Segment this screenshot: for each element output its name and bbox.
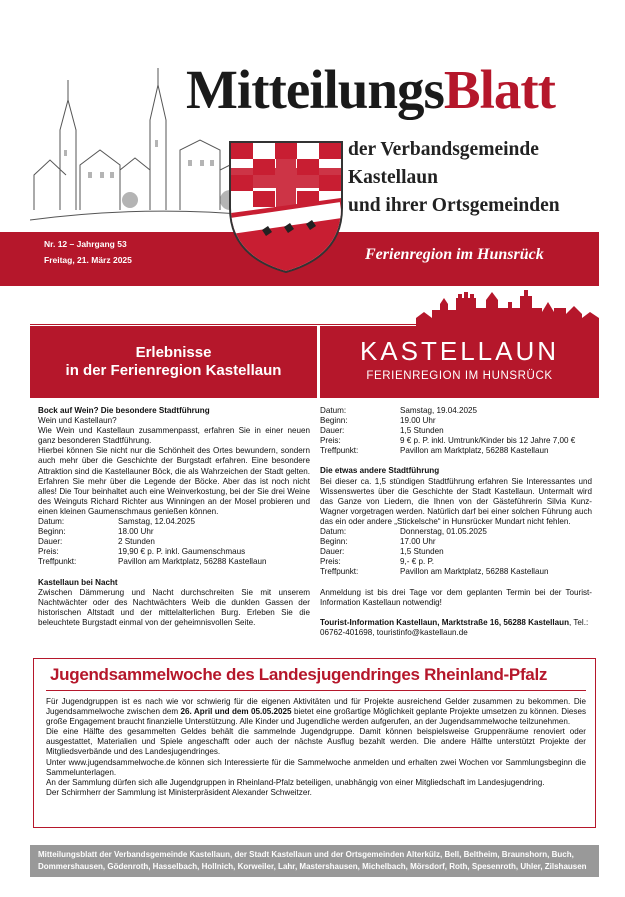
kastellaun-brand-banner bbox=[320, 326, 599, 398]
left-detail-row: Treffpunkt: Pavillon am Marktplatz, 56288 Kastellaun bbox=[38, 557, 267, 567]
jugendsammelwoche-body bbox=[46, 697, 586, 798]
erlebnisse-line1: Erlebnisse bbox=[135, 344, 212, 361]
right-detail-row: Dauer: 1,5 Stunden bbox=[320, 426, 444, 436]
left-heading-nacht: Kastellaun bei Nacht bbox=[38, 577, 118, 587]
masthead-subtitle-line3: und ihrer Ortsgemeinden bbox=[348, 195, 560, 216]
kastellaun-brand-name: KASTELLAUN bbox=[359, 336, 560, 366]
jugend-paragraph: Die eine Hälfte des gesammelten Geldes behält die sammelnde Jugendgruppe. Damit können beispielsweise Gruppenräume renoviert oder ausgestattet, Materialien und Spiele angeschafft oder auch der nächste Ausflug bezahlt werden. Die andere Hälfte unterstützt Projekte der Mitgliedsverbände und des Landesjugendringes. bbox=[46, 727, 586, 757]
issue-date: Freitag, 21. März 2025 bbox=[44, 255, 132, 265]
right-text-2: Anmeldung ist bis drei Tage vor dem geplanten Termin bei der Tourist-Information Kastellaun notwendig! bbox=[320, 587, 592, 607]
masthead-title-part2: Blatt bbox=[443, 59, 555, 120]
masthead-title-part1: Mitteilungs bbox=[186, 59, 444, 120]
left-detail-row: Beginn: 18.00 Uhr bbox=[38, 527, 154, 537]
footer-publisher-info: Mitteilungsblatt der Verbandsgemeinde Kastellaun, der Stadt Kastellaun und der Ortsgemeinden Alterkülz, Bell, Beltheim, Braunshorn, Buch, Dommershausen, Gödenroth, Hasselbach, Hollnich, Korweiler, Lahr, Mastershausen, Michelbach, Mörsdorf, Roth, Spesenroth, Uhler, Zilshausen bbox=[30, 845, 599, 877]
right-heading-andere: Die etwas andere Stadtführung bbox=[320, 466, 440, 476]
contact-phone-email: , Tel.: 06762-401698, touristinfo@kastellaun.de bbox=[320, 617, 589, 637]
contact-address: Tourist-Information Kastellaun, Marktstraße 16, 56288 Kastellaun bbox=[320, 617, 570, 627]
left-article-column bbox=[38, 406, 310, 628]
erlebnisse-banner bbox=[30, 326, 317, 398]
masthead-subtitle-line2: Kastellaun bbox=[348, 167, 438, 188]
right-detail-row: Treffpunkt: Pavillon am Marktplatz, 56288 Kastellaun bbox=[320, 446, 549, 456]
jugendsammelwoche-divider bbox=[46, 690, 586, 691]
left-heading-wein: Bock auf Wein? Die besondere Stadtführung bbox=[38, 406, 210, 415]
left-text-3: Hierbei können Sie nicht nur die Schönheit des Ortes bewundern, sondern auch mehr über die Geschichte der Burgstadt erfahren. Eine besondere Attraktion sind die Kastellauner Böck, die als Wahrzeichen der Stadt gelten. Erfahren Sie mehr über die Legende der Böcke. Aber das ist noch nicht alles! Die Tour beinhaltet auch eine Weinverkostung, bei der Sie drei Weine des Weinguts Richard Richter aus Winningen an der Mosel probieren und einen kleinen Gaumenschmaus genießen können. bbox=[38, 446, 310, 516]
masthead-title bbox=[186, 59, 555, 120]
issue-number: Nr. 12 – Jahrgang 53 bbox=[44, 239, 127, 249]
right-article-column bbox=[320, 406, 592, 638]
section-divider bbox=[30, 324, 599, 325]
tagline: Ferienregion im Hunsrück bbox=[365, 246, 544, 263]
left-text-4: Zwischen Dämmerung und Nacht durchschreiten Sie mit unserem Nachtwächter oder des Nachtwächters Weib die dunklen Gassen der historischen Altstadt und der mittelalterlichen Burg. Erleben Sie die beleuchtete Burgstadt einmal von der geheimnisvollen Seite. bbox=[38, 587, 310, 627]
kastellaun-brand-tagline: FERIENREGION IM HUNSRÜCK bbox=[366, 370, 553, 382]
jugend-paragraph: Der Schirmherr der Sammlung ist Ministerpräsident Alexander Schweitzer. bbox=[46, 787, 312, 797]
right-detail-row: Beginn: 19.00 Uhr bbox=[320, 416, 436, 426]
right-detail-row: Treffpunkt: Pavillon am Marktplatz, 56288 Kastellaun bbox=[320, 567, 549, 577]
right-detail-row: Datum: Donnerstag, 01.05.2025 bbox=[320, 527, 487, 537]
left-detail-row: Datum: Samstag, 12.04.2025 bbox=[38, 517, 195, 527]
masthead-subtitle-line1: der Verbandsgemeinde bbox=[348, 139, 539, 160]
jugend-paragraph: Für Jugendgruppen ist es nach wie vor schwierig für die eigenen Aktivitäten und für Projekte ausreichend Gelder zusammen zu bekommen. Die Jugendsammelwoche zwischen dem 26. April und dem 05.05.2025 bietet eine großartige Möglichkeit geplante Projekte umsetzen zu können. Dieses große Engagement braucht finanzielle Unterstützung. Alle Kinder und Jugendliche werden aufgerufen, an der Jugendsammelwoche teilzunehmen. bbox=[46, 697, 587, 727]
jugendsammelwoche-title: Jugendsammelwoche des Landesjugendringes Rheinland-Pfalz bbox=[50, 665, 548, 684]
right-detail-row: Dauer: 1,5 Stunden bbox=[320, 547, 444, 557]
jugend-paragraph: Unter www.jugendsammelwoche.de können sich Interessierte für die Sammelwoche anmelden und erhalten zwei Wochen vor Sammlungsbeginn die Sammelunterlagen. bbox=[46, 757, 586, 777]
jugend-date-range: 26. April und dem 05.05.2025 bbox=[180, 707, 292, 717]
coat-of-arms-icon bbox=[226, 138, 346, 276]
right-detail-row: Preis: 9,- € p. P. bbox=[320, 557, 435, 567]
left-text-1: Wein und Kastellaun? bbox=[38, 416, 117, 426]
right-detail-row: Beginn: 17.00 Uhr bbox=[320, 537, 436, 547]
right-detail-row: Preis: 9 € p. P. inkl. Umtrunk/Kinder bis 12 Jahre 7,00 € bbox=[320, 436, 576, 446]
right-contact bbox=[320, 618, 592, 638]
left-detail-row: Dauer: 2 Stunden bbox=[38, 537, 155, 547]
right-detail-row: Datum: Samstag, 19.04.2025 bbox=[320, 406, 477, 415]
right-text-1: Bei dieser ca. 1,5 stündigen Stadtführung erfahren Sie Interessantes und Wissenswertes über die Geschichte der Stadt Kastellaun. Untermalt wird das Ganze von Liedern, die Ihnen von der Gästeführerin Silvia Kunz-Wagner vorgetragen werden. Natürlich darf bei einer solchen Führung auch das ein oder andere „Stickelsche“ in Hunsrücker Mundart nicht fehlen. bbox=[320, 476, 592, 526]
castle-skyline-icon bbox=[416, 288, 599, 326]
jugend-paragraph: An der Sammlung dürfen sich alle Jugendgruppen in Rheinland-Pfalz beteiligen, unabhängig von einer Mitgliedschaft im Landesjugendring. bbox=[46, 777, 545, 787]
erlebnisse-line2: in der Ferienregion Kastellaun bbox=[65, 362, 282, 379]
left-detail-row: Preis: 19,90 € p. P. inkl. Gaumenschmaus bbox=[38, 547, 246, 557]
left-text-2: Wie Wein und Kastellaun zusammenpasst, erfahren Sie in einer neuen ganz besonderen Stadtführung. bbox=[38, 426, 310, 446]
